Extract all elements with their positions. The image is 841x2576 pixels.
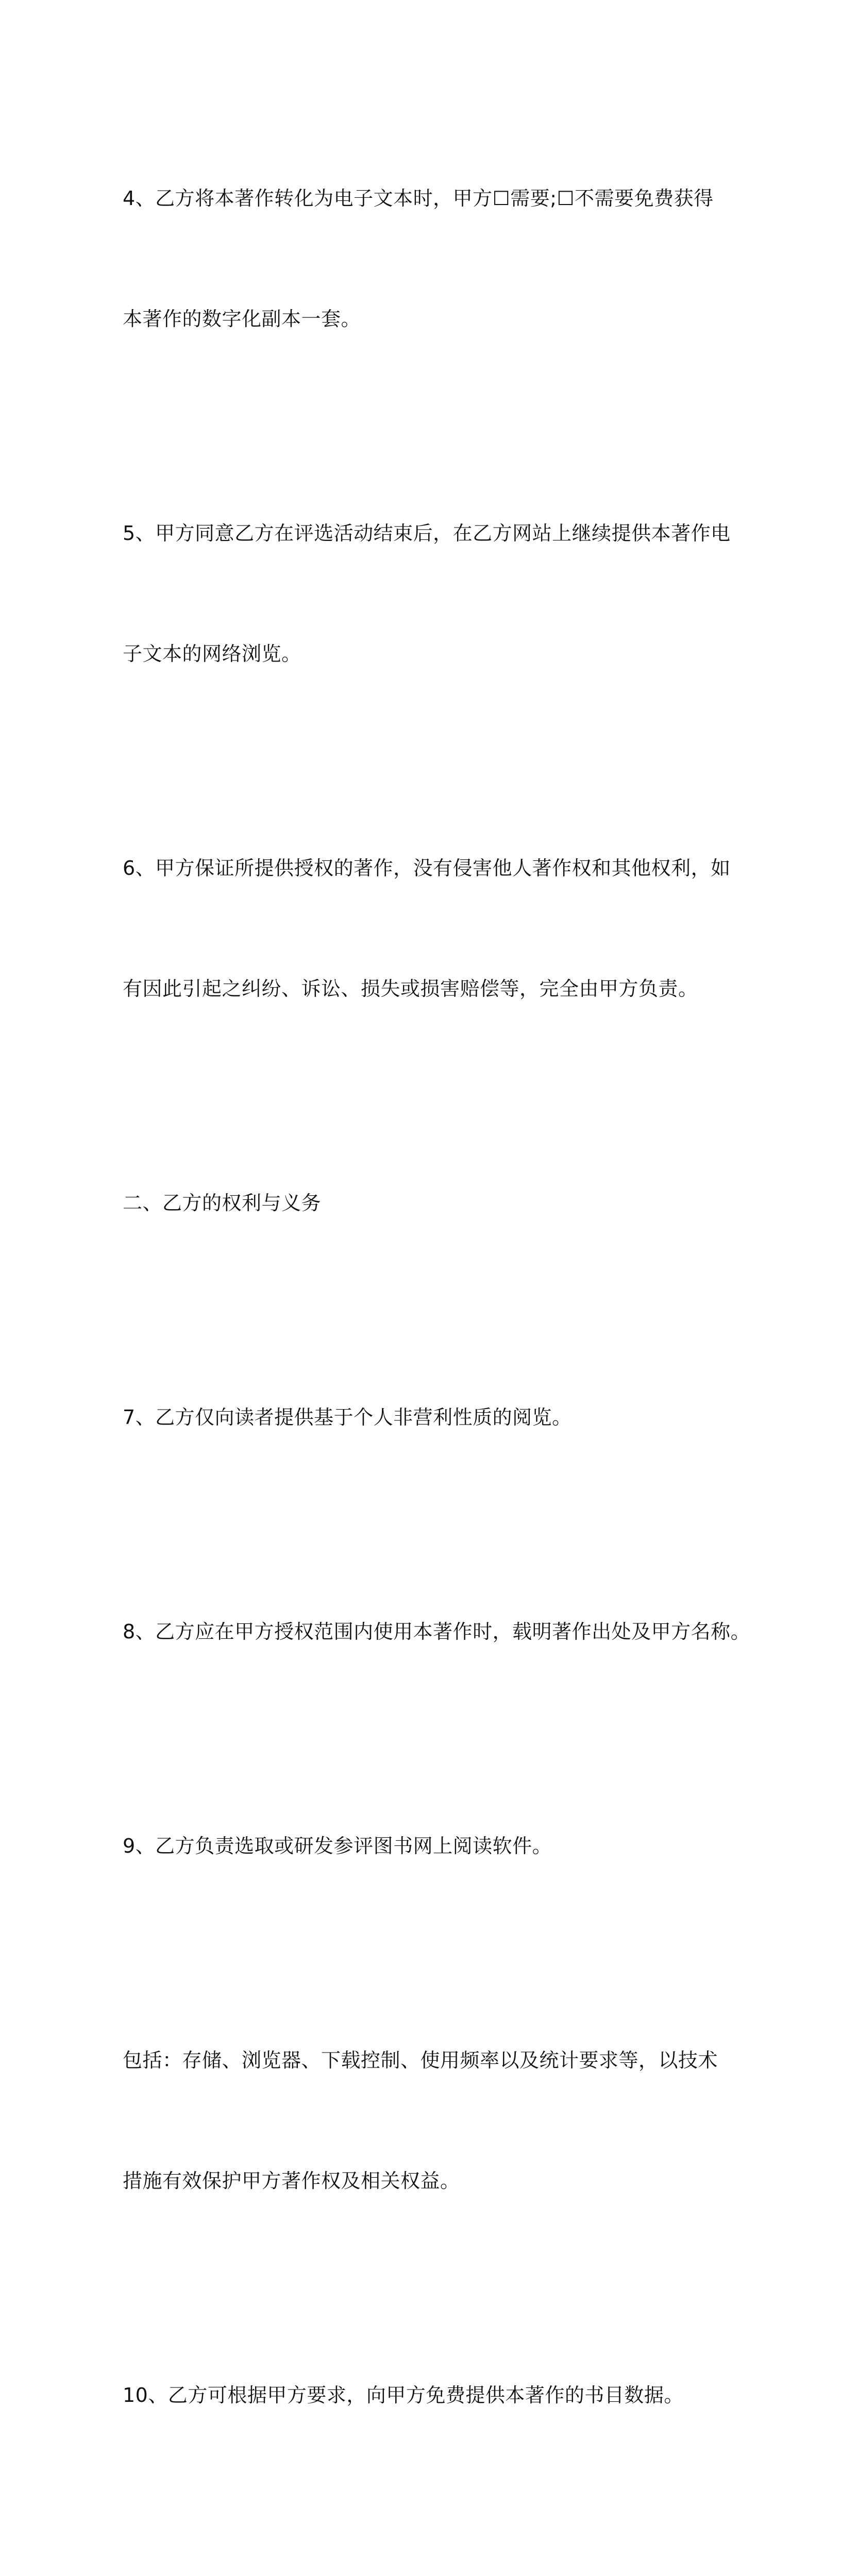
paragraph-11 xyxy=(123,2509,731,2576)
section-heading-text: 二、乙方的权利与义务 xyxy=(123,1192,322,1214)
paragraph-7 xyxy=(123,1317,731,1518)
paragraph-6 xyxy=(123,768,731,1089)
section-heading xyxy=(123,1103,731,1303)
paragraph-line: 包括：存储、浏览器、下载控制、使用频率以及统计要求等，以技术 xyxy=(123,2049,718,2072)
paragraph-10 xyxy=(123,2295,731,2496)
paragraph-line: 8、乙方应在甲方授权范围内使用本著作时，载明著作出处及甲方名称。 xyxy=(123,1620,751,1643)
paragraph-line: 4、乙方将本著作转化为电子文本时，甲方☐需要;☐不需要免费获得 xyxy=(123,187,714,210)
paragraph-line: 7、乙方仅向读者提供基于个人非营利性质的阅览。 xyxy=(123,1406,572,1429)
paragraph-line: 子文本的网络浏览。 xyxy=(123,642,301,665)
paragraph-line: 6、甲方保证所提供授权的著作，没有侵害他人著作权和其他权利，如 xyxy=(123,857,731,879)
paragraph-line: 5、甲方同意乙方在评选活动结束后，在乙方网站上继续提供本著作电 xyxy=(123,522,731,545)
paragraph-4 xyxy=(123,98,731,419)
paragraph-5 xyxy=(123,433,731,754)
paragraph-line: 9、乙方负责选取或研发参评图书网上阅读软件。 xyxy=(123,1835,552,1857)
paragraph-line: 本著作的数字化副本一套。 xyxy=(123,308,361,330)
document-body xyxy=(123,98,751,2576)
paragraph-includes xyxy=(123,1960,731,2281)
paragraph-line: 10、乙方可根据甲方要求，向甲方免费提供本著作的书目数据。 xyxy=(123,2384,684,2406)
paragraph-8 xyxy=(123,1531,751,1732)
paragraph-line: 有因此引起之纠纷、诉讼、损失或损害赔偿等，完全由甲方负责。 xyxy=(123,977,698,1000)
paragraph-9 xyxy=(123,1745,731,1946)
paragraph-line: 措施有效保护甲方著作权及相关权益。 xyxy=(123,2170,460,2192)
